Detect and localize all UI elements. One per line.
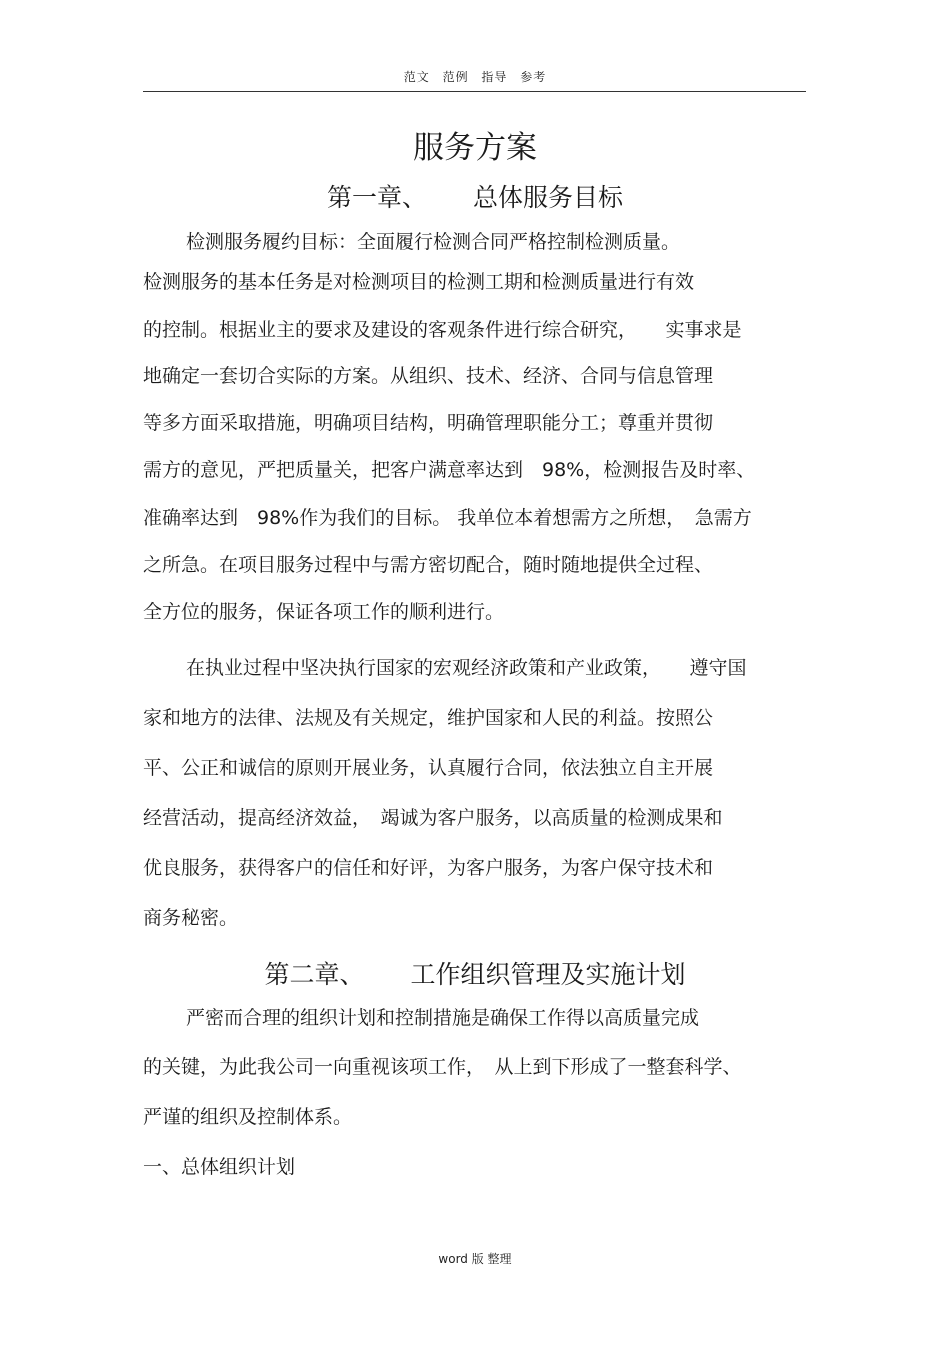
paragraph-line: 准确率达到 98%作为我们的目标。 我单位本着想需方之所想， 急需方 <box>143 507 752 529</box>
chapter-name: 总体服务目标 <box>473 183 624 212</box>
paragraph-line: 需方的意见，严把质量关，把客户满意率达到 98%，检测报告及时率、 <box>143 459 756 481</box>
chapter-number: 第一章、 <box>326 183 427 212</box>
header-item: 指导 <box>481 70 508 84</box>
page-header <box>0 68 950 85</box>
chapter-1-heading <box>0 178 950 214</box>
paragraph-line: 家和地方的法律、法规及有关规定，维护国家和人民的利益。按照公 <box>143 707 714 729</box>
chapter-name: 工作组织管理及实施计划 <box>410 960 686 989</box>
paragraph-line: 平、公正和诚信的原则开展业务，认真履行合同，依法独立自主开展 <box>143 757 714 779</box>
chapter-2-heading <box>0 955 950 991</box>
section-heading: 一、总体组织计划 <box>143 1156 296 1178</box>
paragraph-line: 优良服务，获得客户的信任和好评，为客户服务，为客户保守技术和 <box>143 857 714 879</box>
paragraph-line: 之所急。在项目服务过程中与需方密切配合，随时随地提供全过程、 <box>143 554 714 576</box>
header-item: 参考 <box>520 70 547 84</box>
header-rule <box>143 91 806 92</box>
paragraph-line: 经营活动，提高经济效益， 竭诚为客户服务，以高质量的检测成果和 <box>143 807 723 829</box>
paragraph-line: 等多方面采取措施，明确项目结构，明确管理职能分工；尊重并贯彻 <box>143 412 714 434</box>
paragraph-line: 严谨的组织及控制体系。 <box>143 1106 353 1128</box>
paragraph-line: 检测服务的基本任务是对检测项目的检测工期和检测质量进行有效 <box>143 271 695 293</box>
paragraph-line: 的控制。根据业主的要求及建设的客观条件进行综合研究， 实事求是 <box>143 319 742 341</box>
paragraph-line: 在执业过程中坚决执行国家的宏观经济政策和产业政策， 遵守国 <box>186 657 747 679</box>
paragraph-line: 的关键，为此我公司一向重视该项工作， 从上到下形成了一整套科学、 <box>143 1056 742 1078</box>
paragraph-line: 地确定一套切合实际的方案。从组织、技术、经济、合同与信息管理 <box>143 365 714 387</box>
paragraph-line: 检测服务履约目标：全面履行检测合同严格控制检测质量。 <box>186 231 681 253</box>
header-item: 范文 <box>403 70 430 84</box>
paragraph-line: 商务秘密。 <box>143 907 239 929</box>
page-footer: word 版 整理 <box>438 1252 512 1266</box>
header-item: 范例 <box>442 70 469 84</box>
paragraph-line: 严密而合理的组织计划和控制措施是确保工作得以高质量完成 <box>186 1007 700 1029</box>
paragraph-line: 全方位的服务，保证各项工作的顺利进行。 <box>143 601 505 623</box>
document-title: 服务方案 <box>413 130 537 166</box>
chapter-number: 第二章、 <box>264 960 365 989</box>
